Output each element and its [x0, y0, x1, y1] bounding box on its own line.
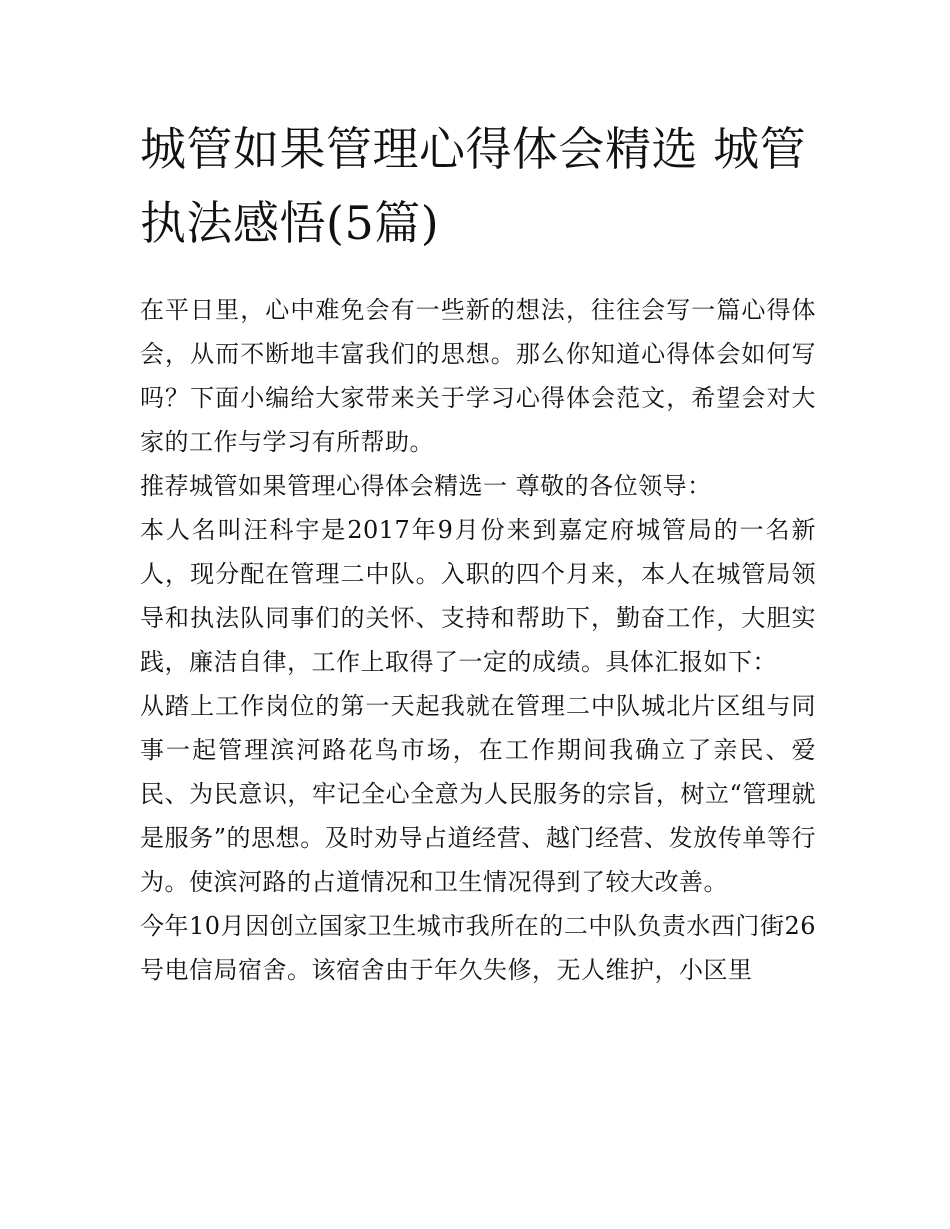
document-page	[140, 112, 816, 992]
document-body	[140, 288, 816, 992]
body-paragraph: 今年10月因创立国家卫生城市我所在的二中队负责水西门街26号电信局宿舍。该宿舍由于年久失修，无人维护，小区里	[140, 912, 816, 984]
body-paragraph: 本人名叫汪科宇是2017年9月份来到嘉定府城管局的一名新人，现分配在管理二中队。入职的四个月来，本人在城管局领导和执法队同事们的关怀、支持和帮助下，勤奋工作，大胆实践，廉洁自律，工作上取得了一定的成绩。具体汇报如下：	[140, 516, 816, 676]
body-paragraph: 从踏上工作岗位的第一天起我就在管理二中队城北片区组与同事一起管理滨河路花鸟市场，在工作期间我确立了亲民、爱民、为民意识，牢记全心全意为人民服务的宗旨，树立“管理就是服务”的思想。及时劝导占道经营、越门经营、发放传单等行为。使滨河路的占道情况和卫生情况得到了较大改善。	[140, 692, 816, 896]
intro-paragraph: 在平日里，心中难免会有一些新的想法，往往会写一篇心得体会，从而不断地丰富我们的思想。那么你知道心得体会如何写吗？下面小编给大家带来关于学习心得体会范文，希望会对大家的工作与学习有所帮助。	[140, 296, 816, 456]
section-heading-paragraph: 推荐城管如果管理心得体会精选一 尊敬的各位领导：	[140, 472, 712, 500]
document-title: 城管如果管理心得体会精选 城管执法感悟(5篇)	[140, 122, 807, 250]
